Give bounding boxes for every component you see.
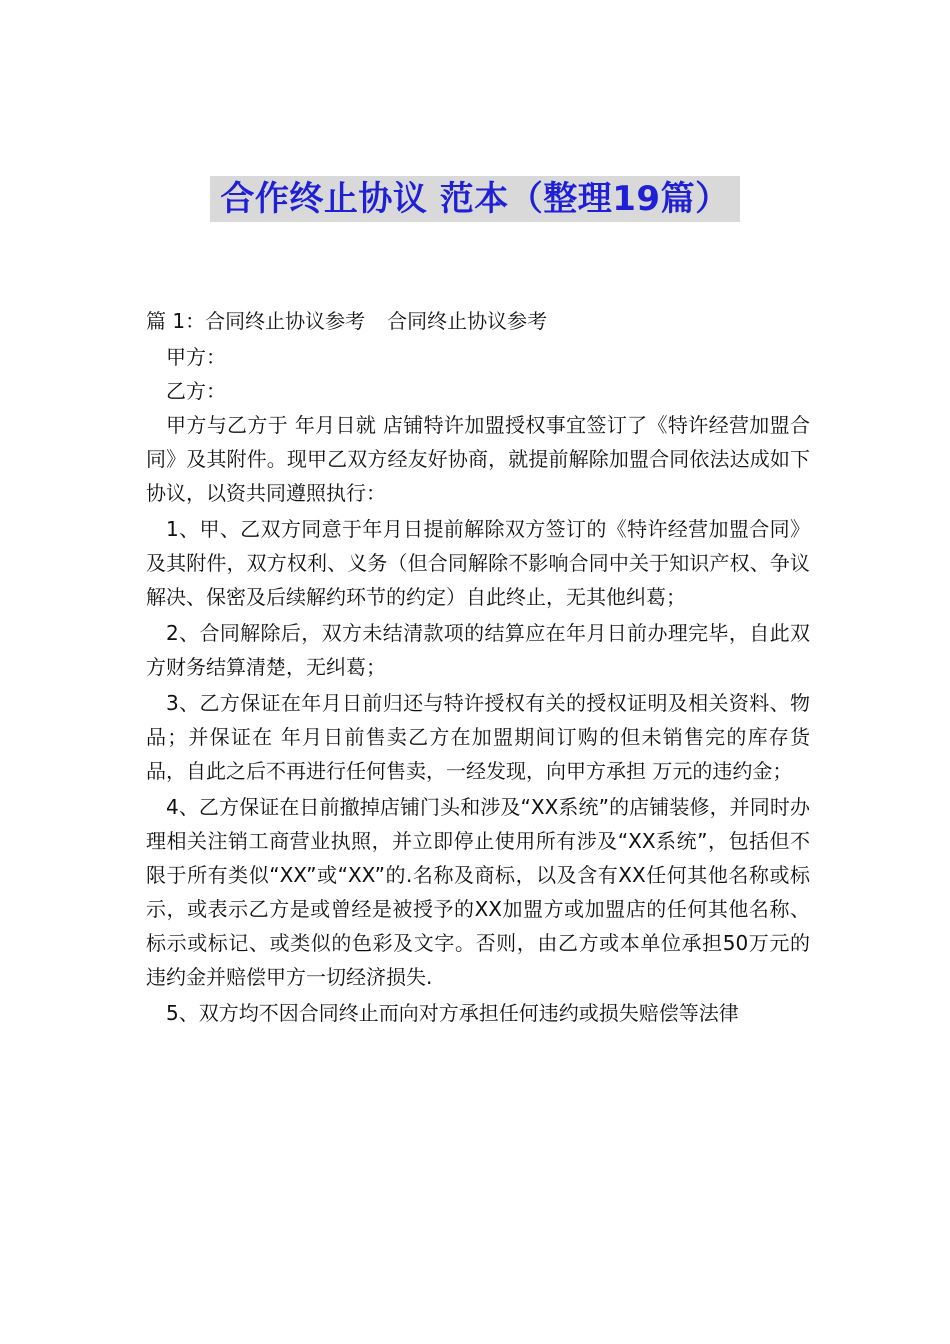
section-heading: 篇 1：合同终止协议参考 [146, 309, 366, 333]
clause-3: 3、乙方保证在年月日前归还与特许授权有关的授权证明及相关资料、物品；并保证在 年月日前售卖乙方在加盟期间订购的但未销售完的库存货品，自此之后不再进行任何售卖，一经发现，向甲方承担 万元的违约金； [146, 691, 810, 783]
document-title: 合作终止协议 范本（整理19篇） [210, 176, 739, 222]
clause-4: 4、乙方保证在日前撤掉店铺门头和涉及“XX系统”的店铺装修，并同时办理相关注销工商营业执照，并立即停止使用所有涉及“XX系统”，包括但不限于所有类似“XX”或“XX”的.名称及商标，以及含有XX任何其他名称或标示，或表示乙方是或曾经是被授予的XX加盟方或加盟店的任何其他名称、标示或标记、或类似的色彩及文字。否则，由乙方或本单位承担50万元的违约金并赔偿甲方一切经济损失. [146, 795, 810, 989]
clause-1: 1、甲、乙双方同意于年月日提前解除双方签订的《特许经营加盟合同》及其附件，双方权利、义务（但合同解除不影响合同中关于知识产权、争议解决、保密及后续解约环节的约定）自此终止，无其他纠葛； [146, 517, 810, 609]
clause-2: 2、合同解除后，双方未结清款项的结算应在年月日前办理完毕，自此双方财务结算清楚，无纠葛； [146, 621, 810, 679]
party-a-line: 甲方： [166, 345, 226, 369]
section-subheading: 合同终止协议参考 [387, 309, 548, 333]
intro-paragraph: 甲方与乙方于 年月日就 店铺特许加盟授权事宜签订了《特许经营加盟合同》及其附件。现甲乙双方经友好协商，就提前解除加盟合同依法达成如下协议，以资共同遵照执行： [146, 413, 810, 505]
clause-5: 5、双方均不因合同终止而向对方承担任何违约或损失赔偿等法律 [166, 1001, 739, 1025]
title-container [0, 176, 950, 222]
section-heading-line [146, 304, 810, 338]
document-body [146, 304, 810, 1030]
party-b-line: 乙方： [166, 379, 226, 403]
